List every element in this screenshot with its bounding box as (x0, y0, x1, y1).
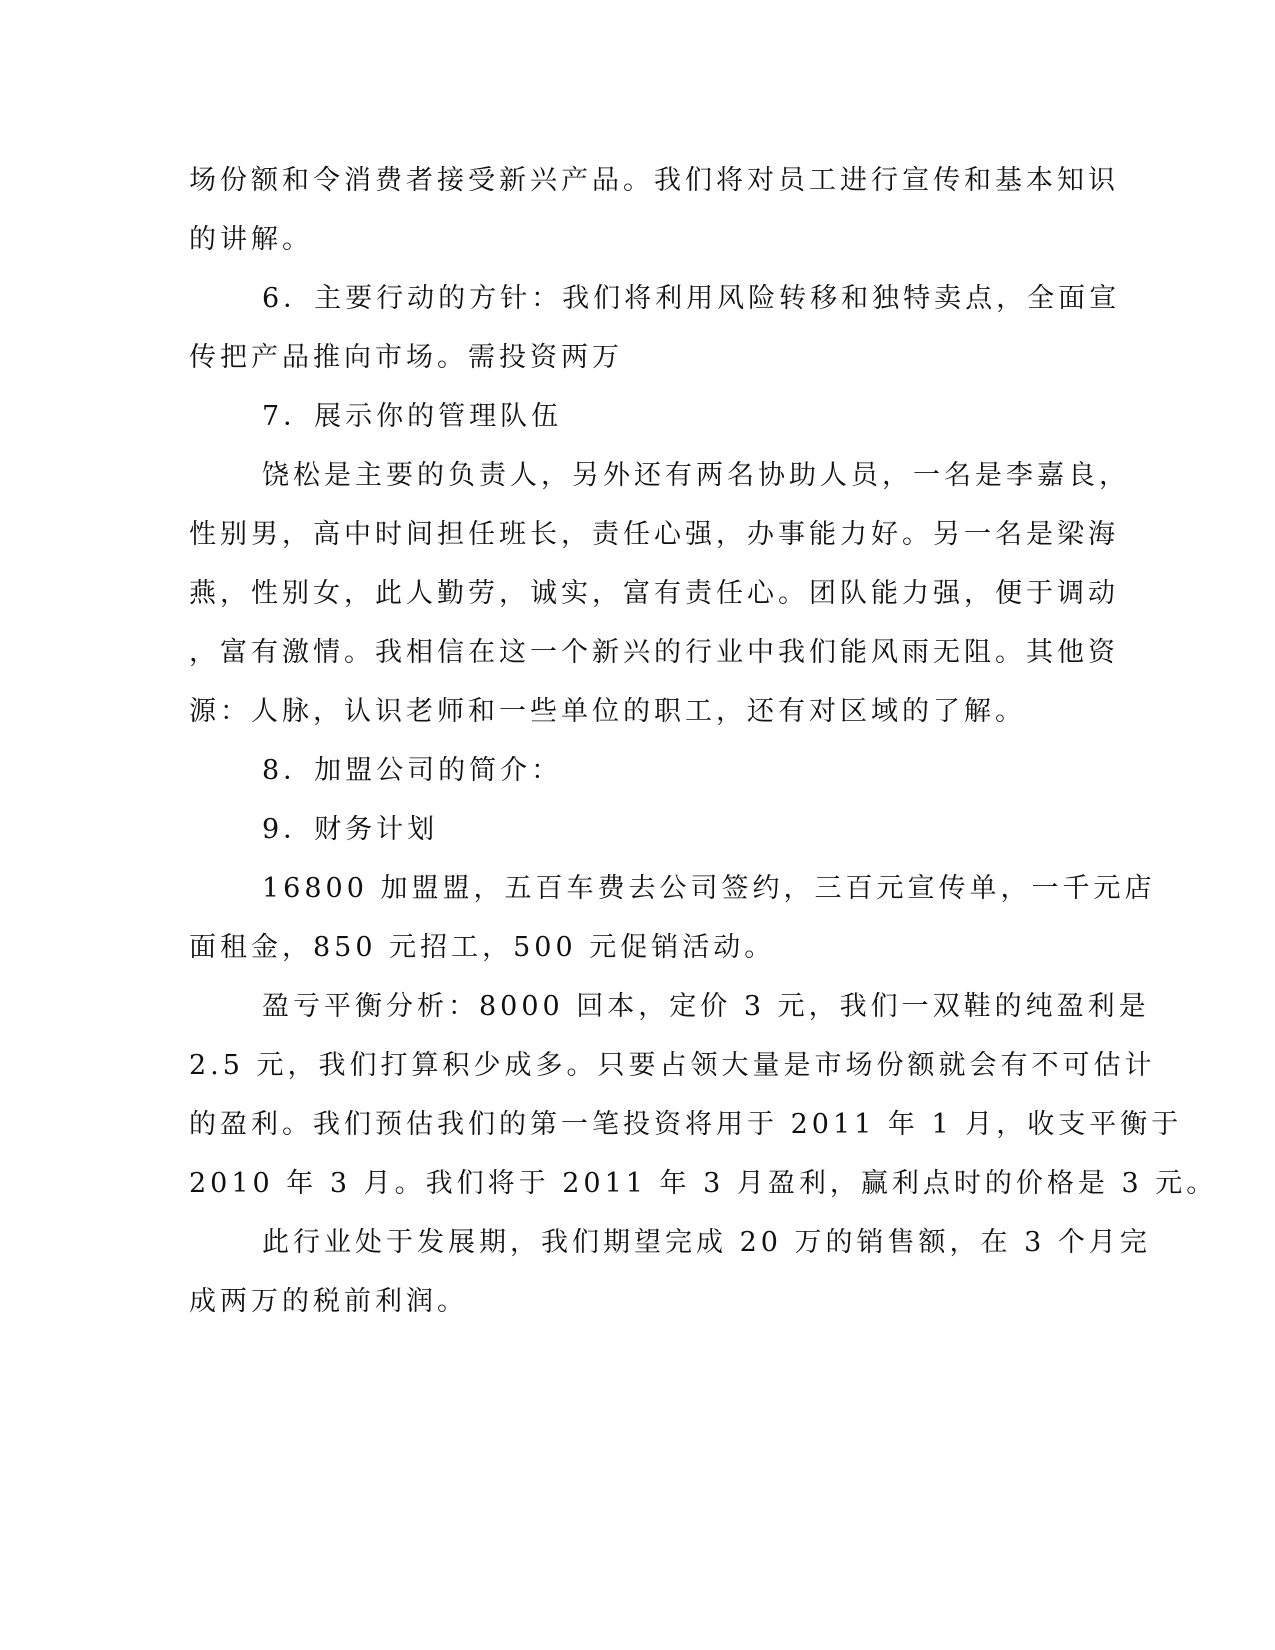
breakeven-paragraph-line-3: 的盈利。我们预估我们的第一笔投资将用于 2011 年 1 月，收支平衡于 (189, 1109, 1183, 1140)
finance-paragraph-line-1: 16800 加盟盟，五百车费去公司签约，三百元宣传单，一千元店 (262, 873, 1156, 904)
breakeven-paragraph-line-1: 盈亏平衡分析：8000 回本，定价 3 元，我们一双鞋的纯盈利是 (262, 991, 1150, 1022)
team-paragraph-line-2: 性别男，高中时间担任班长，责任心强，办事能力好。另一名是梁海 (189, 519, 1119, 550)
industry-paragraph-line-2: 成两万的税前利润。 (189, 1286, 468, 1317)
item-8-heading: 8．加盟公司的简介： (262, 755, 563, 786)
team-paragraph-line-1: 饶松是主要的负责人，另外还有两名协助人员，一名是李嘉良， (262, 460, 1130, 491)
text-line-4: 传把产品推向市场。需投资两万 (189, 342, 623, 373)
text-line-2: 的讲解。 (189, 224, 313, 255)
team-paragraph-line-4: ，富有激情。我相信在这一个新兴的行业中我们能风雨无阻。其他资 (189, 637, 1119, 668)
breakeven-paragraph-line-2: 2.5 元，我们打算积少成多。只要占领大量是市场份额就会有不可估计 (189, 1050, 1156, 1081)
text-line-1: 场份额和令消费者接受新兴产品。我们将对员工进行宣传和基本知识 (189, 165, 1119, 196)
item-9-heading: 9．财务计划 (262, 814, 439, 845)
breakeven-paragraph-line-4: 2010 年 3 月。我们将于 2011 年 3 月盈利，赢利点时的价格是 3 元。 (189, 1168, 1218, 1199)
industry-paragraph-line-1: 此行业处于发展期，我们期望完成 20 万的销售额，在 3 个月完 (262, 1227, 1151, 1258)
finance-paragraph-line-2: 面租金，850 元招工，500 元促销活动。 (189, 932, 776, 963)
team-paragraph-line-5: 源：人脉，认识老师和一些单位的职工，还有对区域的了解。 (189, 696, 1026, 727)
item-6-heading: 6．主要行动的方针：我们将利用风险转移和独特卖点，全面宣 (262, 283, 1121, 314)
item-7-heading: 7．展示你的管理队伍 (262, 401, 563, 432)
team-paragraph-line-3: 燕，性别女，此人勤劳，诚实，富有责任心。团队能力强，便于调动 (189, 578, 1119, 609)
